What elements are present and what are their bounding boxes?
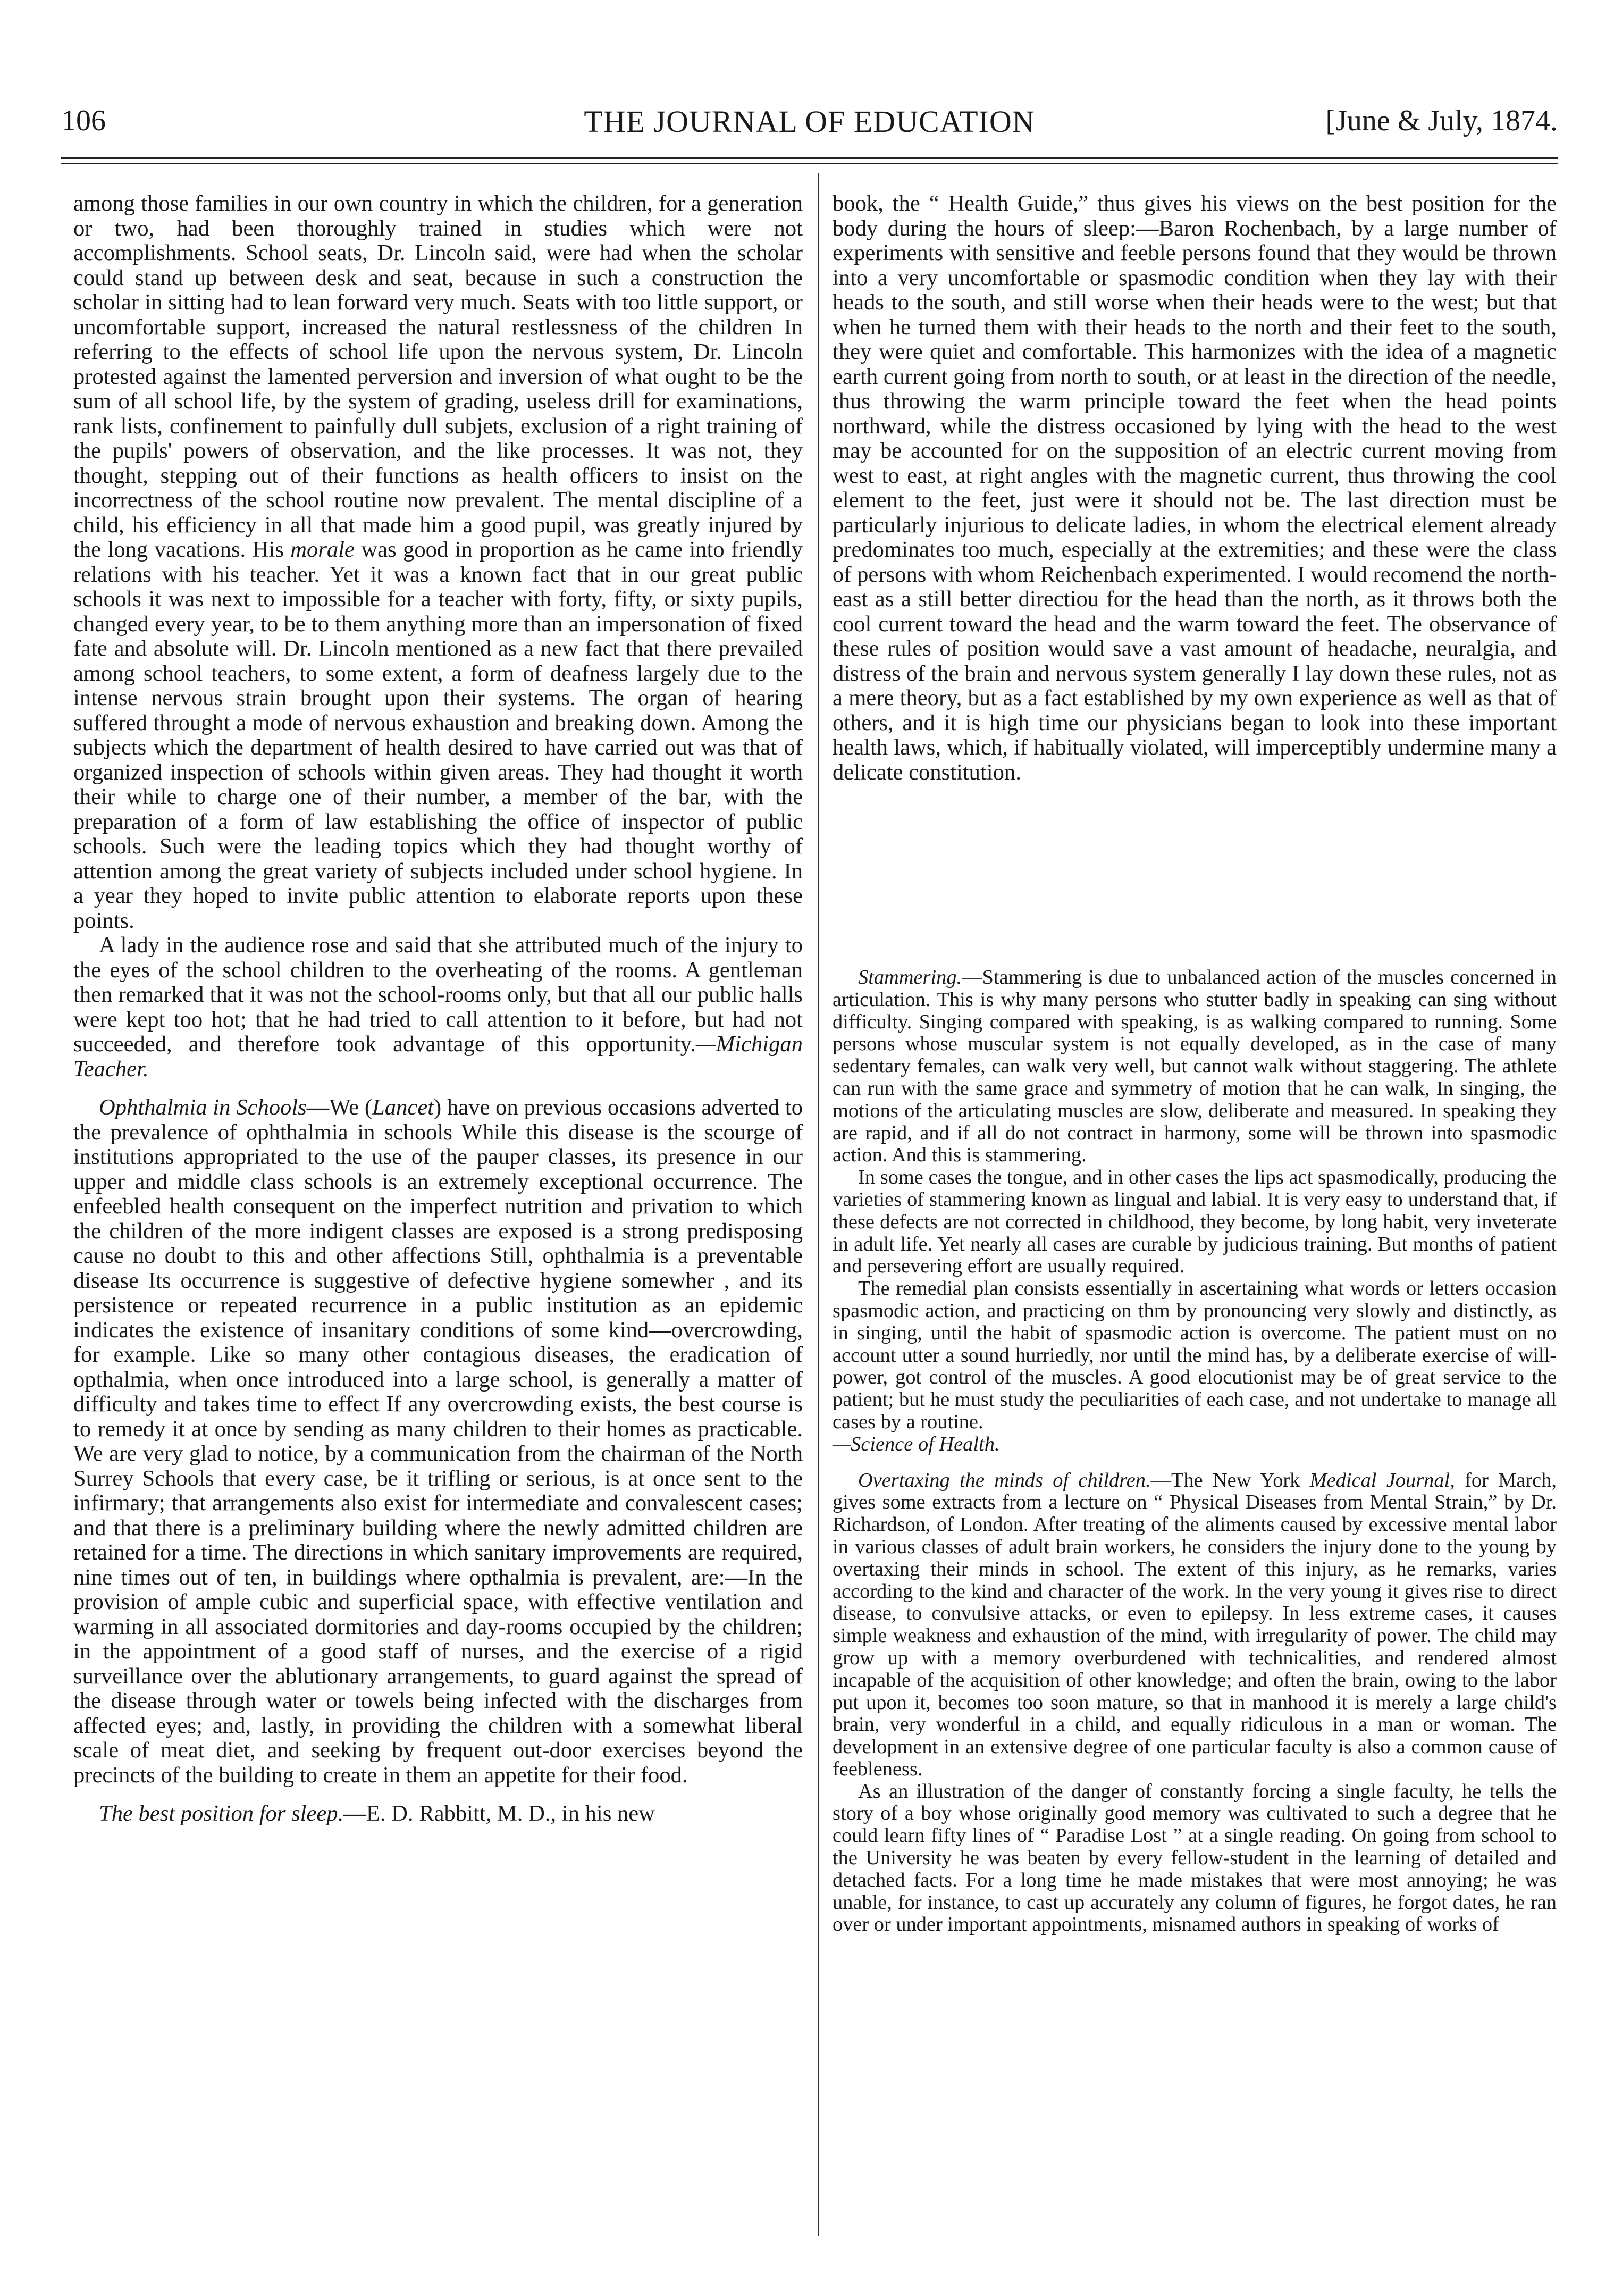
- text-run: —E. D. Rabbitt, M. D., in his new: [343, 1801, 655, 1826]
- sleep-article-continued: book, the “ Health Guide,” thus gives his views on the best position for the body during the hours of sleep:—Baron Rochenbach, by a large number of experiments with sensitive and feeble persons found that they would be thrown into a very uncomfortable or spasmodic condition when they lay with their heads to the south, and still worse when their heads were to the west; but that when he turned them with their heads to the north and their feet to the south, they were quiet and comfortable. This harmonizes with the idea of a magnetic earth current going from north to south, or at least in the direction of the needle, thus throwing the warm principle toward the feet when the head points northward, while the distress occasioned by lying with the head to the west may be accounted for on the supposition of an electric current moving from west to east, at right angles with the magnetic current, thus throwing the cool element to the feet, just were it should not be. The last direction must be particularly injurious to delicate ladies, in whom the electrical element already predominates too much, especially at the extremities; and these were the class of persons with whom Reichenbach experimented. I would recomend the north-east as a still better directiou for the head than the north, as it throws both the cool current toward the head and the warm toward the feet. The observance of these rules of position would save a vast amount of headache, neuralgia, and distress of the brain and nervous system generally I lay down these rules, not as a mere theory, but as a fact established by my own experience as well as that of others, and it is high time our physicians began to look into these important health laws, which, if habitually violated, will imperceptibly undermine many a delicate constitution.: [833, 191, 1557, 785]
- text-run: A lady in the audience rose and said that she attributed much of the injury to the eyes of the school children to the overheating of the rooms. A gentleman then remarked that it was not the school-rooms only, but that all our public halls were kept too hot; that he had tried to call attention to it before, but had not succeeded, and therefore took advantage of this opportunity.: [73, 933, 803, 1057]
- right-column-bottom: [833, 967, 1557, 1936]
- text-run: ) have on previous occasions adverted to the prevalence of ophthalmia in schools While this disease is the scourge of institutions appropriated to the use of the pauper classes, its presence in our upper and middle class schools is an extremely exceptional occurrence. The enfeebled health consequent on the imperfect nutrition and privation to which the children of the more indigent classes are exposed is a strong predisposing cause no doubt to this and other affections Still, ophthalmia is a preventable disease Its occurrence is suggestive of defective hygiene somewher , and its persistence or repeated recurrence in a public institution as an epidemic indicates the existence of insanitary conditions of some kind—overcrowding, for example. Like so many other contagious diseases, the eradication of opthalmia, when once introduced into a large school, is generally a matter of difficulty and takes time to effect If any overcrowding exists, the best course is to remedy it at once by sending as many children to their homes as practicable. We are very glad to notice, by a communication from the chairman of the North Surrey Schools that every case, be it trifling or serious, is at once sent to the infirmary; that arrangements also exist for intermediate and convalescent cases; and that there is a preliminary building where the newly admitted children are retained for a time. The directions in which sanitary improvements are required, nine times out of ten, in buildings where opthalmia is prevalent, are:—In the provision of ample cubic and superficial space, with effective ventilation and warming in all associated dormitories and day-rooms occupied by the children; in the appointment of a good staff of nurses, and the exercise of a rigid surveillance over the ablutionary arrangements, to guard against the spread of the disease through water or towels being infected with the discharges from affected eyes; and, lastly, in providing the children with a somewhat liberal scale of meat diet, and seeking by frequent out-door exercises beyond the precincts of the building to create in them an appetite for their food.: [73, 1095, 803, 1788]
- stammering-paragraph-3: The remedial plan consists essentially in ascertaining what words or letters occasion spasmodic action, and practicing on thm by pronouncing very slowly and distinctly, as in singing, until the habit of spasmodic action is overcome. The patient must on no account utter a sound hurriedly, nor until the mind has, by a deliberate exercise of will-power, got control of the muscles. A good elocutionist may be of great service to the patient; but he must study the peculiarities of each case, and not undertake to manage all cases by a routine.: [833, 1277, 1557, 1433]
- source-name: Medical Journal,: [1309, 1469, 1455, 1491]
- article-title: Overtaxing the minds of children.: [858, 1469, 1151, 1491]
- issue-date: [June & July, 1874.: [1325, 104, 1558, 137]
- left-column: [73, 191, 803, 1826]
- text-run: was good in proportion as he came into friendly relations with his teacher. Yet it was a known fact that in our great public schools it was next to impossible for a teacher with forty, fifty, or sixty pupils, changed every year, to be to them anything more than an impersonation of fixed fate and absolute will. Dr. Lincoln mentioned as a new fact that there prevailed among school teachers, to some extent, a form of deafness largely due to the intense nervous strain brought upon their systems. The organ of hearing suffered throught a mode of nervous exhaustion and breaking down. Among the subjects which the department of health desired to have carried out was that of organized inspection of schools within given areas. They had thought it worth their while to charge one of their number, a member of the bar, with the preparation of a form of law establishing the office of inspector of public schools. Such were the leading topics which they had thought worthy of attention among the great variety of subjects included under school hygiene. In a year they hoped to invite public attention to elaborate reports upon these points.: [73, 537, 803, 933]
- ophthalmia-article: [73, 1095, 803, 1788]
- header-rule-bottom: [61, 163, 1558, 164]
- text-run: —The New York: [1150, 1469, 1300, 1491]
- source-name: Lancet: [372, 1095, 434, 1120]
- sleep-article-start: [73, 1801, 803, 1826]
- text-run: for March, gives some extracts from a lecture on “ Physical Diseases from Mental Strain,” by Dr. Richardson, of London. After treating of the aliments caused by excessive mental labor in various classes of adult brain workers, he considers the injury done to the young by overtaxing their minds in school. The extent of this injury, as he remarks, varies according to the kind and character of the work. In the very young it gives rise to direct disease, to convulsive attacks, or even to epilepsy. In less extreme cases, it causes simple weakness and exhaustion of the mind, with irregularity of power. The child may grow up with a memory overburdened with technicalities, and rendered almost incapable of the acquisition of other knowledge; and often the brain, owing to the labor put upon it, becomes too soon mature, so that in manhood it is merely a large child's brain, very wonderful in a child, and equally ridiculous in a man or woman. The development in an extensive degree of one particular faculty is also a common cause of feebleness.: [833, 1469, 1557, 1780]
- text-run: —We (: [306, 1095, 373, 1120]
- source-citation: [833, 1434, 1557, 1456]
- column-divider: [818, 173, 819, 2236]
- article-title: Stammering.: [858, 966, 962, 988]
- journal-title: THE JOURNAL OF EDUCATION: [584, 104, 1035, 139]
- right-column-top: [833, 191, 1557, 785]
- article-title: Ophthalmia in Schools: [99, 1095, 307, 1120]
- overtaxing-article: [833, 1470, 1557, 1781]
- page-number: 106: [61, 104, 106, 137]
- stammering-paragraph-2: In some cases the tongue, and in other cases the lips act spasmodically, producing the varieties of stammering known as lingual and labial. It is very easy to understand that, if these defects are not corrected in childhood, they become, by long habit, very inveterate in adult life. Yet nearly all cases are curable by judicious training. But months of patient and persevering effort are usually required.: [833, 1166, 1557, 1278]
- header-rule-top: [61, 157, 1558, 159]
- running-header: [61, 104, 1558, 146]
- text-run: —Stammering is due to unbalanced action of the muscles concerned in articulation. This is why many persons who stutter badly in speaking can sing without difficulty. Singing compared with speaking, is as walking compared to running. Some persons whose muscular system is not equally developed, as in the case of many sedentary females, can walk very well, but cannot walk without staggering. The athlete can run with the same grace and symmetry of motion that he can walk, In singing, the motions of the articulating muscles are slow, deliberate and measured. In speaking they are rapid, and if all do not contract in harmony, some will be thrown into spasmodic action. And this is stammering.: [833, 966, 1557, 1167]
- overtaxing-paragraph-2: As an illustration of the danger of constantly forcing a single faculty, he tells the story of a boy whose originally good memory was cultivated to such a degree that he could learn fifty lines of “ Paradise Lost ” at a single reading. On going from school to the University he was beaten by every fellow-student in the learning of detailed and detached facts. For a long time he made mistakes that were most annoying; he was unable, for instance, to cast up accurately any column of figures, he forgot dates, he ran over or under important appointments, misnamed authors in speaking of works of: [833, 1780, 1557, 1936]
- audience-paragraph: [73, 933, 803, 1082]
- source-citation: —Michigan Teacher.: [73, 1032, 803, 1082]
- stammering-article: [833, 967, 1557, 1167]
- article-lincoln-paragraph: [73, 191, 803, 933]
- article-title: The best position for sleep.: [99, 1801, 344, 1826]
- italic-word: morale: [290, 537, 355, 562]
- text-run: among those families in our own country in which the children, for a generation or two, had been thoroughly trained in studies which were not accomplishments. School seats, Dr. Lincoln said, were had when the scholar could stand up between desk and seat, because in such a construction the scholar in sitting had to lean forward very much. Seats with too little support, or uncomfortable support, increased the natural restlessness of the children In referring to the effects of school life upon the nervous system, Dr. Lincoln protested against the lamented perversion and inversion of what ought to be the sum of all school life, by the system of grading, useless drill for examinations, rank lists, confinement to painfully dull subjets, exclusion of a right training of the pupils' powers of observation, and the like processes. It was not, they thought, stepping out of their functions as health officers to insist on the incorrectness of the school routine now prevalent. The mental discipline of a child, his efficiency in all that made him a good pupil, was greatly injured by the long vacations. His: [73, 191, 803, 562]
- source-name: —Science of Health.: [833, 1432, 1000, 1455]
